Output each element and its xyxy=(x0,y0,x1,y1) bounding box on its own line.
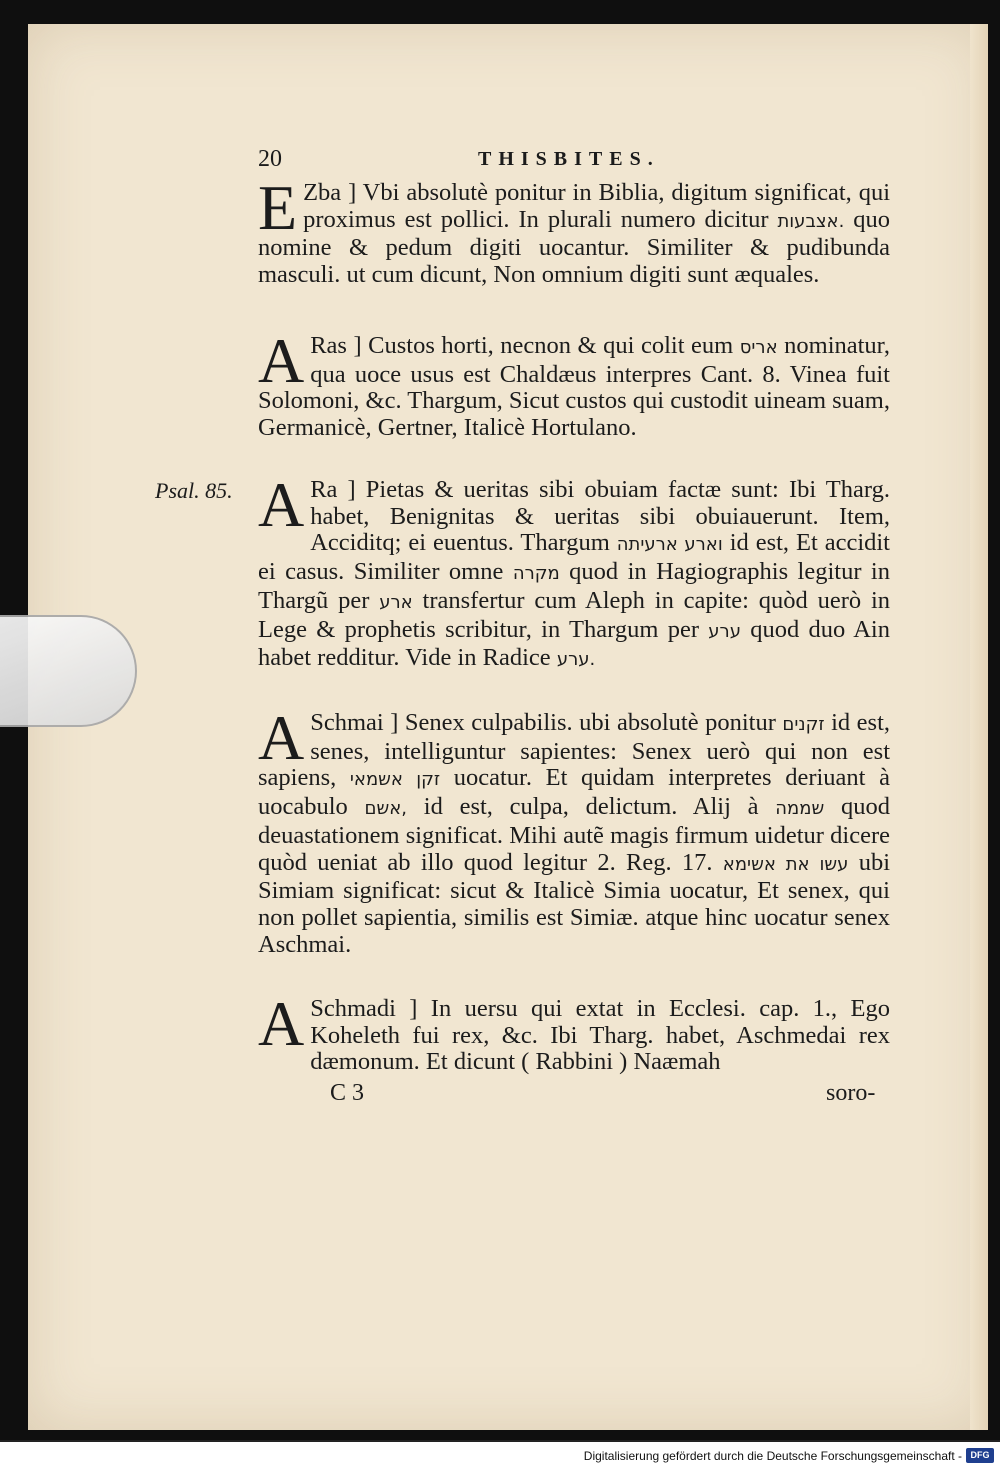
entry-text: transfertur cum Aleph in capite: quòd uerò in Lege & prophetis scribitur, in Thargum per xyxy=(258,586,890,643)
entry-text: quod duo Ain habet redditur. Vide in Radice xyxy=(258,615,890,672)
hebrew-word: שממה xyxy=(775,798,825,820)
entry-text: ubi Simiam significat: sicut & Italicè Simia uocatur, Et senex, qui non pollet sapientia, similis est Simiæ. atque hinc uocatur senex Aschmai. xyxy=(258,848,891,958)
dfg-logo-icon: DFG xyxy=(966,1448,994,1463)
hebrew-word: ארע xyxy=(379,591,413,613)
hebrew-word: וארע ארעיתה xyxy=(616,534,723,556)
entry-aras xyxy=(258,325,890,442)
entry-text: id est, Et accidit ei casus. Similiter omne xyxy=(258,529,890,586)
entry-aschmai xyxy=(258,702,891,958)
page-clip xyxy=(0,615,137,727)
entry-aschmadi xyxy=(258,988,890,1076)
hebrew-word: עשו את אשימא xyxy=(722,853,849,875)
entry-text: uocatur. Et quidam interpretes deriuant à uocabulo xyxy=(258,764,890,821)
catchword: soro- xyxy=(826,1080,876,1106)
entry-text: Schmadi ] In uersu qui extat in Ecclesi. cap. 1., Ego Koheleth fui rex, &c. Ibi Tharg. habet, Aschmedai rex dæmonum. Et dicunt ( Rabbini ) Naæmah xyxy=(310,995,890,1076)
entry-text: quo nomine & pedum digiti uocantur. Similiter & pudibunda masculi. ut cum dicunt, Non omnium digiti sunt æquales. xyxy=(258,205,891,289)
entry-text: Ras ] Custos horti, necnon & qui colit eum xyxy=(310,332,740,359)
margin-note: Psal. 85. xyxy=(155,478,233,503)
hebrew-word: מקרה xyxy=(512,563,560,585)
hebrew-word: אשם, xyxy=(364,798,408,820)
page-header xyxy=(258,146,888,176)
initial-letter: E xyxy=(258,172,298,243)
hebrew-word: ערע. xyxy=(556,649,596,671)
entry-ezba xyxy=(258,172,891,289)
entry-text: Ra ] Pietas & ueritas sibi obuiam factæ sunt: Ibi Tharg. habet, Benignitas & ueritas sibi obuiauerunt. Item, Acciditq; ei euentus. Thargum xyxy=(310,476,890,557)
entry-ara xyxy=(258,469,890,674)
hebrew-word: ערע xyxy=(708,620,741,642)
initial-letter: A xyxy=(258,325,305,396)
signature-mark: C 3 xyxy=(330,1080,365,1106)
initial-letter: A xyxy=(258,469,305,540)
hebrew-word: אריס xyxy=(739,337,778,358)
entry-text: quod deuastationem significat. Mihi autẽ magis firmum uidetur dicere quòd ueniat ab illo quod legitur 2. Reg. 17. xyxy=(258,793,890,876)
footer-bar xyxy=(0,1440,1000,1470)
entry-text: nominatur, qua uoce usus est Chaldæus interpres Cant. 8. Vinea fuit Solomoni, &c. Thargum, Sicut custos qui custodit uineam suam, Germanicè, Gertner, Italicè Hortulano. xyxy=(258,332,890,442)
hebrew-word: זקן אשמאי xyxy=(349,769,441,791)
page-edge xyxy=(970,24,988,1430)
initial-letter: A xyxy=(258,702,305,773)
footer-credit: Digitalisierung gefördert durch die Deutsche Forschungsgemeinschaft - xyxy=(583,1449,962,1463)
entry-text: Schmai ] Senex culpabilis. ubi absolutè ponitur xyxy=(310,709,783,736)
hebrew-word: אצבעות. xyxy=(777,210,845,232)
entry-text: Zba ] Vbi absolutè ponitur in Biblia, digitum significat, qui proximus est pollici. In plurali numero dicitur xyxy=(303,179,890,233)
hebrew-word: זקנים xyxy=(782,714,825,735)
initial-letter: A xyxy=(258,988,305,1059)
entry-text: quod in Hagiographis legitur in Thargũ per xyxy=(258,558,890,614)
page-number: 20 xyxy=(258,146,282,172)
entry-text: id est, culpa, delictum. Alij à xyxy=(423,793,776,821)
running-title: THISBITES. xyxy=(478,148,660,170)
entry-text: id est, senes, intelliguntur sapientes: Senex uerò qui non est sapiens, xyxy=(258,709,890,792)
